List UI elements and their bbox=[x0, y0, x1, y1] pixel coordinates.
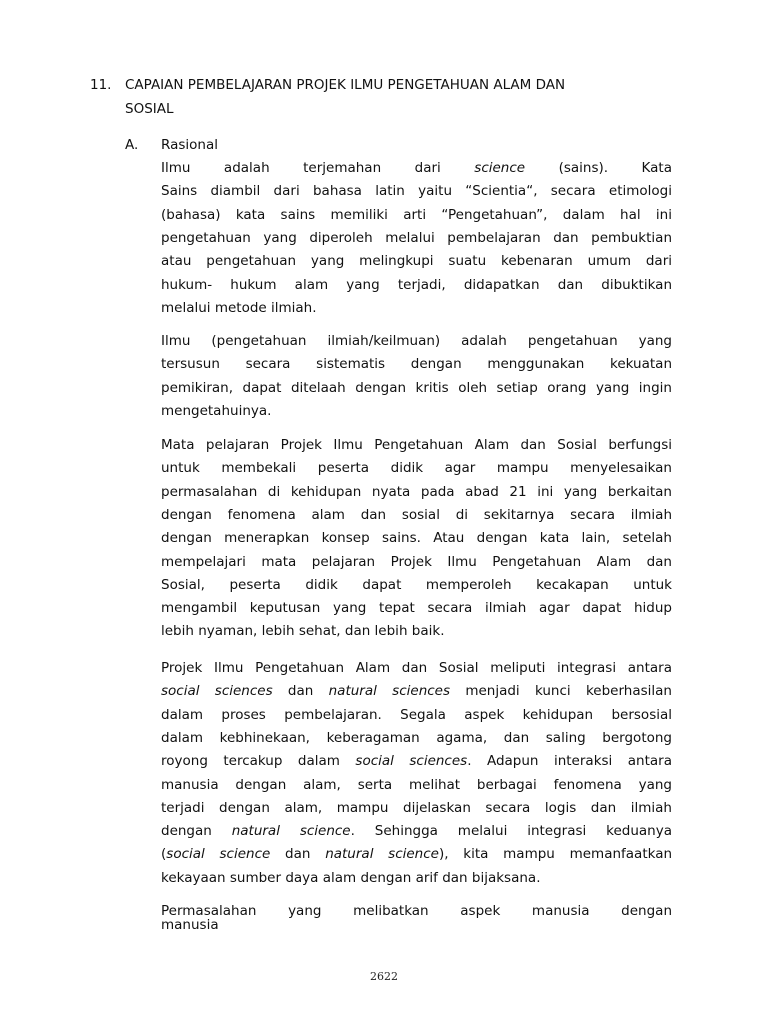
text-line bbox=[161, 274, 672, 296]
text-line bbox=[161, 620, 672, 642]
italic-term: social sciences bbox=[355, 753, 468, 770]
text-run: mempelajari mata pelajaran Projek Ilmu Pengetahuan Alam dan bbox=[161, 553, 672, 570]
text-line bbox=[161, 551, 672, 573]
text-line bbox=[161, 797, 672, 819]
text-run: atau pengetahuan yang melingkupi suatu kebenaran umum dari bbox=[161, 253, 672, 270]
text-line bbox=[161, 227, 672, 249]
text-run: Sains diambil dari bahasa latin yaitu “Scientia“, secara etimologi bbox=[161, 183, 672, 200]
section-letter: A. bbox=[125, 137, 139, 153]
text-line bbox=[161, 330, 672, 352]
text-run: mengambil keputusan yang tepat secara ilmiah agar dapat hidup bbox=[161, 600, 672, 617]
text-line bbox=[161, 750, 672, 772]
text-run: (sains). Kata bbox=[525, 160, 672, 176]
text-line bbox=[161, 457, 672, 479]
text-run: dengan menerapkan konsep sains. Atau dengan kata lain, setelah bbox=[161, 530, 672, 547]
text-run: manusia bbox=[161, 917, 219, 933]
text-run: Ilmu adalah terjemahan dari bbox=[161, 160, 475, 176]
italic-term: natural science bbox=[231, 823, 351, 840]
text-run: dengan bbox=[161, 823, 232, 840]
italic-term: social science bbox=[166, 846, 271, 863]
text-line bbox=[161, 250, 672, 272]
text-run: pengetahuan yang diperoleh melalui pembelajaran dan pembuktian bbox=[161, 229, 672, 246]
heading-title-line-2: SOSIAL bbox=[125, 101, 174, 117]
text-run: kekayaan sumber daya alam dengan arif dan bijaksana. bbox=[161, 869, 541, 886]
section-title: Rasional bbox=[161, 137, 218, 153]
text-line bbox=[161, 400, 672, 422]
text-line bbox=[161, 914, 672, 936]
text-line bbox=[161, 867, 672, 889]
text-run: dan bbox=[270, 846, 326, 863]
text-run: Ilmu (pengetahuan ilmiah/keilmuan) adalah pengetahuan yang bbox=[161, 333, 672, 349]
text-run: permasalahan di kehidupan nyata pada abad 21 ini yang berkaitan bbox=[161, 483, 672, 500]
text-line bbox=[161, 481, 672, 503]
text-run: dalam proses pembelajaran. Segala aspek kehidupan bersosial bbox=[161, 706, 672, 723]
text-run: Sosial, peserta didik dapat memperoleh kecakapan untuk bbox=[161, 576, 672, 593]
text-line bbox=[161, 727, 672, 749]
text-line bbox=[161, 657, 672, 679]
text-run: dengan fenomena alam dan sosial di sekitarnya secara ilmiah bbox=[161, 506, 672, 523]
text-run: manusia dengan alam, serta melihat berbagai fenomena yang bbox=[161, 776, 672, 793]
text-run: ), kita mampu memanfaatkan bbox=[438, 846, 673, 863]
text-line bbox=[161, 843, 672, 865]
page-number: 2622 bbox=[370, 970, 398, 983]
text-run: Permasalahan yang melibatkan aspek manusia dengan bbox=[161, 903, 672, 919]
text-run: hukum- hukum alam yang terjadi, didapatkan dan dibuktikan bbox=[161, 276, 672, 293]
text-line bbox=[161, 377, 672, 399]
text-run: royong tercakup dalam bbox=[161, 753, 356, 770]
text-line bbox=[161, 704, 672, 726]
text-run: . Sehingga melalui integrasi keduanya bbox=[350, 823, 673, 840]
text-run: lebih nyaman, lebih sehat, dan lebih baik. bbox=[161, 623, 445, 640]
italic-term: science bbox=[474, 160, 526, 176]
text-line bbox=[161, 597, 672, 619]
text-line bbox=[161, 157, 672, 179]
text-run: Projek Ilmu Pengetahuan Alam dan Sosial meliputi integrasi antara bbox=[161, 660, 672, 676]
text-run: ( bbox=[161, 846, 167, 863]
text-run: untuk membekali peserta didik agar mampu menyelesaikan bbox=[161, 460, 672, 477]
text-run: pemikiran, dapat ditelaah dengan kritis oleh setiap orang yang ingin bbox=[161, 379, 672, 396]
italic-term: natural sciences bbox=[328, 683, 451, 700]
text-line bbox=[161, 527, 672, 549]
text-run: mengetahuinya. bbox=[161, 402, 272, 419]
text-line bbox=[161, 504, 672, 526]
text-line bbox=[161, 774, 672, 796]
text-line bbox=[161, 574, 672, 596]
text-line bbox=[161, 180, 672, 202]
text-run: dalam kebhinekaan, keberagaman agama, dan saling bergotong bbox=[161, 729, 672, 746]
text-run: dan bbox=[272, 683, 329, 700]
text-run: (bahasa) kata sains memiliki arti “Pengetahuan”, dalam hal ini bbox=[161, 206, 672, 223]
text-line bbox=[161, 204, 672, 226]
heading-title-line-1: CAPAIAN PEMBELAJARAN PROJEK ILMU PENGETAHUAN ALAM DAN bbox=[125, 77, 566, 93]
text-line bbox=[161, 297, 672, 319]
text-run: melalui metode ilmiah. bbox=[161, 299, 317, 316]
text-line bbox=[161, 434, 672, 456]
text-line bbox=[161, 680, 672, 702]
text-run: tersusun secara sistematis dengan menggunakan kekuatan bbox=[161, 356, 672, 373]
text-line bbox=[161, 353, 672, 375]
heading-number: 11. bbox=[90, 77, 112, 93]
italic-term: social sciences bbox=[161, 683, 273, 700]
text-run: . Adapun interaksi antara bbox=[467, 753, 672, 770]
text-run: Mata pelajaran Projek Ilmu Pengetahuan Alam dan Sosial berfungsi bbox=[161, 437, 672, 453]
italic-term: natural science bbox=[325, 846, 439, 863]
text-run: terjadi dengan alam, mampu dijelaskan secara logis dan ilmiah bbox=[161, 799, 672, 816]
text-line bbox=[161, 820, 672, 842]
text-run: menjadi kunci keberhasilan bbox=[450, 683, 672, 700]
